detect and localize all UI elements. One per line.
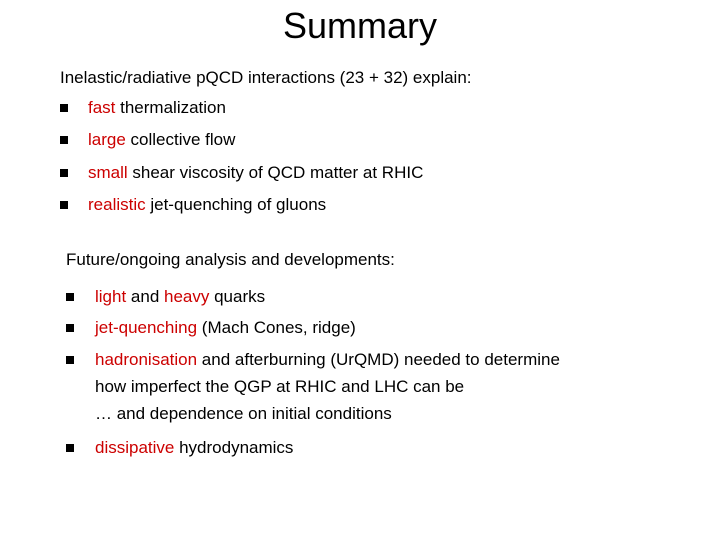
section2-item-4 (95, 438, 293, 458)
item-text: thermalization (115, 98, 226, 117)
bullet-square-icon (60, 169, 68, 177)
section2-item-2 (95, 318, 356, 338)
section1-item-3 (88, 163, 423, 183)
bullet-square-icon (66, 356, 74, 364)
section2-item-1 (95, 287, 265, 307)
bullet-square-icon (66, 444, 74, 452)
section1-item-1 (88, 98, 226, 118)
item-text: (Mach Cones, ridge) (197, 318, 356, 337)
section2-item-3 (95, 350, 560, 370)
highlight-text: fast (88, 98, 116, 117)
section1-item-4 (88, 195, 326, 215)
bullet-square-icon (66, 293, 74, 301)
bullet-square-icon (66, 324, 74, 332)
item-text: collective flow (125, 130, 236, 149)
continuation-line-2: … and dependence on initial conditions (95, 404, 392, 423)
highlight-text: light (95, 287, 127, 306)
item-text: hydrodynamics (174, 438, 294, 457)
section1-item-2 (88, 130, 235, 150)
bullet-square-icon (60, 136, 68, 144)
bullet-square-icon (60, 104, 68, 112)
item-text: and (126, 287, 164, 306)
page-title: Summary (282, 5, 438, 46)
item-text: quarks (209, 287, 266, 306)
highlight-text: heavy (164, 287, 210, 306)
item-text: shear viscosity of QCD matter at RHIC (127, 163, 424, 182)
highlight-text: realistic (88, 195, 146, 214)
highlight-text: small (88, 163, 128, 182)
highlight-text: hadronisation (95, 350, 198, 369)
bullet-square-icon (60, 201, 68, 209)
continuation-line-1: how imperfect the QGP at RHIC and LHC can be (95, 377, 465, 396)
item-text: and afterburning (UrQMD) needed to determine (197, 350, 560, 369)
highlight-text: dissipative (95, 438, 175, 457)
highlight-text: jet-quenching (95, 318, 198, 337)
section2-heading: Future/ongoing analysis and developments: (66, 250, 395, 269)
highlight-text: large (88, 130, 126, 149)
section1-heading: Inelastic/radiative pQCD interactions (23 + 32) explain: (60, 68, 472, 87)
item-text: jet-quenching of gluons (145, 195, 327, 214)
